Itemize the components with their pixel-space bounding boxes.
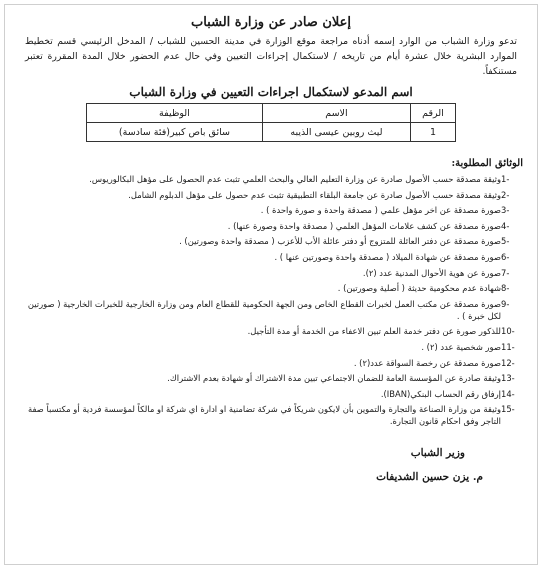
item-text: إرفاق رقم الحساب البنكي(IBAN). xyxy=(380,388,501,399)
list-item xyxy=(19,204,523,216)
item-text: صورة مصدقة عن اخر مؤهل علمي ( مصدقة واحدة و صورة واحدة ) . xyxy=(260,205,501,216)
item-text: صورة مصدقة عن كشف علامات المؤهل العلمي ( مصدقة واحدة وصورة عنها) . xyxy=(227,220,501,231)
cell-number: 1 xyxy=(411,123,456,142)
cell-name: ليث روبين عيسى الذيبه xyxy=(262,123,410,142)
item-text: وثيقة صادرة عن المؤسسة العامة للضمان الاجتماعي تبين مدة الاشتراك أو شهادة بعدم الاشتراك. xyxy=(167,373,501,384)
page-title: إعلان صادر عن وزارة الشباب xyxy=(190,15,352,30)
item-number: 12- xyxy=(501,357,515,368)
item-number: 4- xyxy=(501,220,510,231)
item-number: 5- xyxy=(501,236,510,247)
item-text: للذكور صورة عن دفتر خدمة العلم تبين الاعفاء من الخدمة أو مدة التأجيل. xyxy=(247,326,501,337)
item-text: شهادة عدم محكومية حديثة ( أصلية وصورتين) . xyxy=(337,283,501,294)
item-text: صورة مصدقة عن دفتر العائلة للمتزوج أو دفتر عائلة الأب للأعزب ( مصدقة واحدة وصورتين) . xyxy=(179,236,501,247)
signature-block xyxy=(19,441,483,489)
list-item xyxy=(19,251,523,263)
list-item xyxy=(19,341,523,353)
item-text: وثيقة من وزارة الصناعة والتجارة والتموين بأن لايكون شريكاً في شركة تضامنية او ادارة اي شركة او مالكاً لمؤسسة فردية أو مكتسباً صفة التاجر وفق احكام قانون التجارة. xyxy=(27,404,501,427)
list-item xyxy=(19,235,523,247)
list-item xyxy=(19,357,523,369)
announcement-page xyxy=(4,4,538,565)
item-number: 6- xyxy=(501,251,510,262)
item-text: صورة مصدقة عن رخصة السواقة عدد(٢) . xyxy=(353,357,501,368)
item-text: صورة مصدقة عن شهادة الميلاد ( مصدقة واحدة وصورتين عنها ) . xyxy=(274,251,501,262)
item-number: 15- xyxy=(501,404,515,415)
item-number: 7- xyxy=(501,267,510,278)
signatory-role: وزير الشباب xyxy=(410,447,465,460)
list-item xyxy=(19,173,523,185)
item-text: وثيقة مصدقة حسب الأصول صادرة عن وزارة التعليم العالي والبحث العلمي تثبت عدم الحصول على مؤهل البكالوريوس. xyxy=(89,174,501,184)
header-job: الوظيفة xyxy=(87,104,263,123)
item-number: 11- xyxy=(501,341,515,352)
documents-list xyxy=(19,173,523,427)
list-item xyxy=(19,189,523,201)
item-number: 13- xyxy=(501,373,515,384)
intro-paragraph: تدعو وزارة الشباب من الوارد إسمه أدناه مراجعة موقع الوزارة في مدينة الحسين للشباب / المدخل الرئيسي قسم تخطيط الموارد البشرية خلال عشرة أيام من تاريخه / لاستكمال إجراءات التعيين وفي حال عدم الحضور خلال المدة المقررة تعتبر مستنكفاً. xyxy=(25,36,517,77)
item-text: صور شخصية عدد (٢) . xyxy=(421,341,501,352)
item-number: 14- xyxy=(501,388,515,399)
documents-title: الوثائق المطلوبة: xyxy=(451,158,523,169)
list-item xyxy=(19,388,523,400)
item-number: 1- xyxy=(501,174,510,184)
table-heading: اسم المدعو لاستكمال اجراءات التعيين في وزارة الشباب xyxy=(129,85,413,99)
list-item xyxy=(19,372,523,384)
table-row xyxy=(87,123,456,142)
item-number: 2- xyxy=(501,189,510,200)
header-name: الاسم xyxy=(262,104,410,123)
document-body xyxy=(5,5,537,489)
item-number: 9- xyxy=(501,298,510,309)
list-item xyxy=(19,267,523,279)
list-item xyxy=(19,282,523,294)
list-item xyxy=(19,403,523,427)
cell-job: سائق باص كبير(فئة سادسة) xyxy=(87,123,263,142)
list-item xyxy=(19,298,523,322)
item-number: 8- xyxy=(501,283,510,294)
item-text: وثيقة مصدقة حسب الأصول صادرة عن جامعة البلقاء التطبيقية تثبت عدم حصول على مؤهل الدبلوم الشامل. xyxy=(128,189,501,200)
item-text: صورة عن هوية الأحوال المدنية عدد (٢). xyxy=(362,267,501,278)
header-number: الرقم xyxy=(411,104,456,123)
table-header-row xyxy=(87,104,456,123)
list-item xyxy=(19,220,523,232)
appointee-table xyxy=(86,103,456,142)
item-number: 10- xyxy=(501,326,515,337)
item-number: 3- xyxy=(501,205,510,216)
signatory-name: م. يزن حسين الشديفات xyxy=(376,471,483,484)
list-item xyxy=(19,325,523,337)
item-text: صورة مصدقة عن مكتب العمل لخبرات القطاع الخاص ومن الجهة الحكومية للقطاع العام ومن وزارة الخارجية للخبرات الخارجية ( صورتين لكل خبرة ) . xyxy=(27,298,501,321)
